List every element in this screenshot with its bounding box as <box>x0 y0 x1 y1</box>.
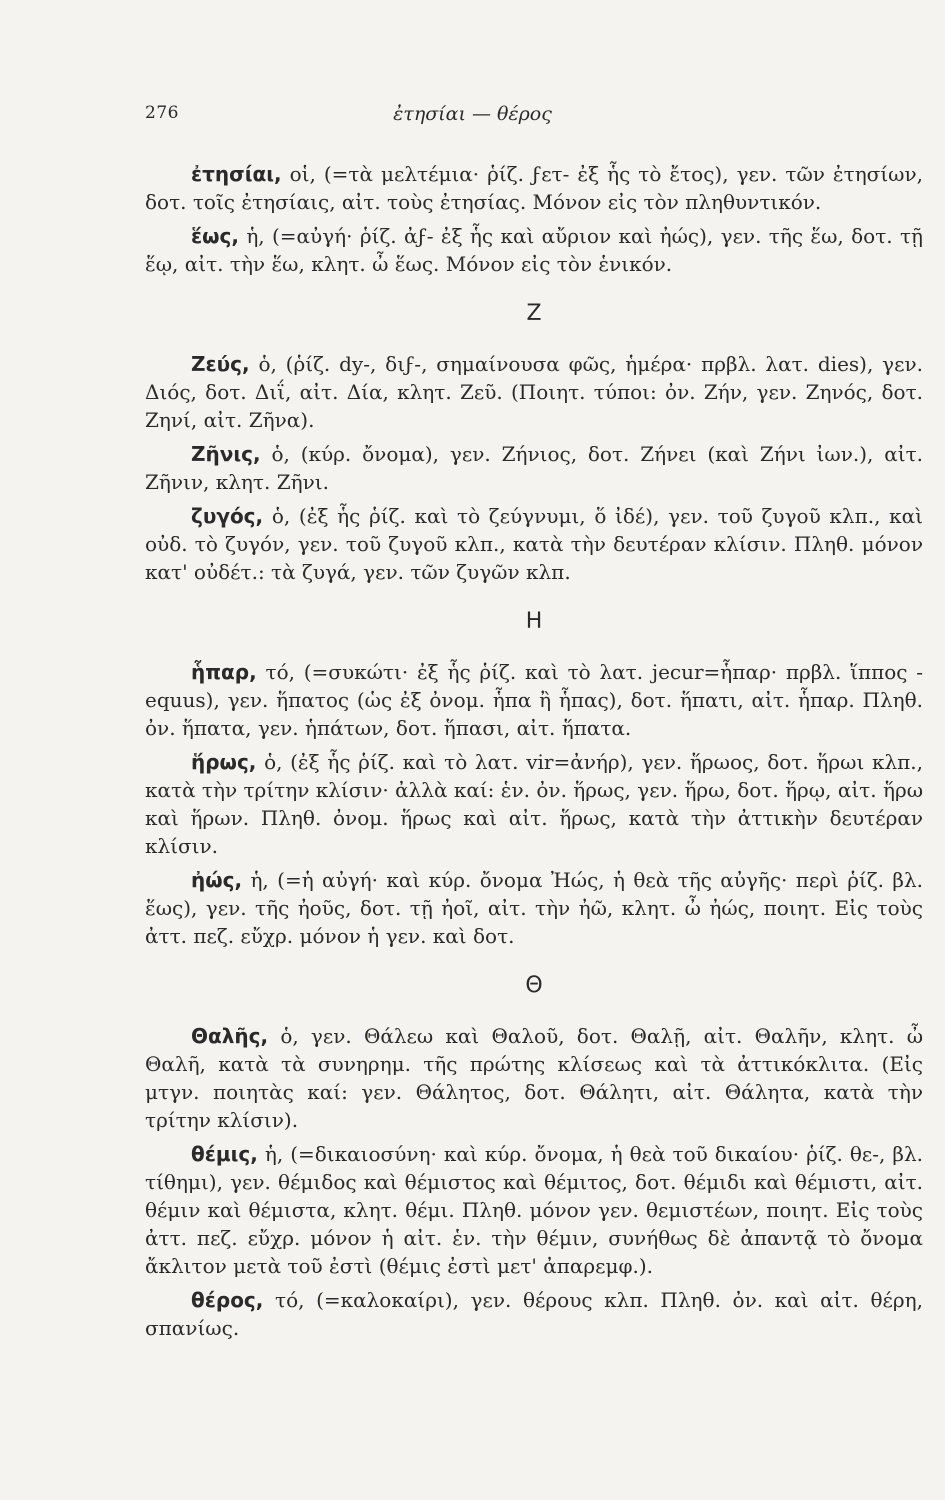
entry-text: τό, (=καλοκαίρι), γεν. θέρους κλπ. Πληθ. ὀν. καὶ αἰτ. θέρη, σπανίως. <box>145 1288 924 1340</box>
entry-hepar <box>145 658 923 742</box>
entry-thales <box>145 1022 923 1134</box>
headword: ἠώς, <box>191 868 243 892</box>
headword: ἕως, <box>191 224 239 248</box>
section-letter-theta: Θ <box>525 973 543 998</box>
headword: Ζεύς, <box>191 352 250 376</box>
running-head: ἐτησίαι — θέρος <box>393 103 552 125</box>
page-number: 276 <box>145 103 179 123</box>
headword: ἥρως, <box>191 750 257 774</box>
entry-text: ὁ, γεν. Θάλεω καὶ Θαλοῦ, δοτ. Θαλῇ, αἰτ. Θαλῆν, κλητ. ὦ Θαλῆ, κατὰ τὰ συνηρημ. τῆς πρώτης κλίσεως καὶ τὰ ἀττικόκλιτα. (Εἰς μτγν. ποιητὰς καί: γεν. Θάλητος, δοτ. Θάλητι, αἰτ. Θάλητα, κατὰ τὴν τρίτην κλίσιν). <box>145 1024 923 1132</box>
section-letter-eta: Η <box>525 609 543 634</box>
headword: ζυγός, <box>191 504 264 528</box>
entry-text: ἡ, (=ἡ αὐγή· καὶ κύρ. ὄνομα Ἠώς, ἡ θεὰ τῆς αὐγῆς· περὶ ῥίζ. βλ. ἕως), γεν. τῆς ἠοῦς, δοτ. τῇ ἠοῖ, αἰτ. τὴν ἠῶ, κλητ. ὦ ἠώς, ποιητ. Εἰς τοὺς ἀττ. πεζ. εὔχρ. μόνον ἡ γεν. καὶ δοτ. <box>145 868 924 948</box>
section-letter-zeta: Ζ <box>526 301 542 326</box>
headword: Θαλῆς, <box>191 1024 269 1048</box>
entry-text: ὁ, (ἐξ ἧς ῥίζ. καὶ τὸ ζεύγνυμι, ὅ ἰδέ), γεν. τοῦ ζυγοῦ κλπ., καὶ οὐδ. τὸ ζυγόν, γεν. τοῦ ζυγοῦ κλπ., κατὰ τὴν δευτέραν κλίσιν. Πληθ. μόνον κατ' οὐδέτ.: τὰ ζυγά, γεν. τῶν ζυγῶν κλπ. <box>145 504 923 584</box>
headword: θέμις, <box>191 1142 258 1166</box>
entry-text: ὁ, (ῥίζ. dy-, διϝ-, σημαίνουσα φῶς, ἡμέρα· πρβλ. λατ. dies), γεν. Διός, δοτ. Διΐ, αἰτ. Δία, κλητ. Ζεῦ. (Ποιητ. τύποι: ὀν. Ζήν, γεν. Ζηνός, δοτ. Ζηνί, αἰτ. Ζῆνα). <box>145 352 924 432</box>
headword: Ζῆνις, <box>191 442 261 466</box>
entry-eos-dawn <box>145 866 923 950</box>
entry-text: τό, (=συκώτι· ἐξ ἧς ῥίζ. καὶ τὸ λατ. jecur=ἧπαρ· πρβλ. ἵππος - equus), γεν. ἥπατος (ὡς ἐξ ὀνομ. ἧπα ἢ ἧπας), δοτ. ἥπατι, αἰτ. ἧπαρ. Πληθ. ὀν. ἥπατα, γεν. ἡπάτων, δοτ. ἥπασι, αἰτ. ἥπατα. <box>145 660 924 740</box>
entry-zeus <box>145 350 923 434</box>
page-body <box>145 160 923 1348</box>
entry-text: ὁ, (ἐξ ἧς ῥίζ. καὶ τὸ λατ. vir=ἀνήρ), γεν. ἥρωος, δοτ. ἥρωι κλπ., κατὰ τὴν τρίτην κλίσιν· ἀλλὰ καί: ἑν. ὀν. ἥρως, γεν. ἥρω, δοτ. ἥρῳ, αἰτ. ἥρω καὶ ἥρων. Πληθ. ὀνομ. ἥρως καὶ αἰτ. ἥρως, κατὰ τὴν ἀττικὴν δευτέραν κλίσιν. <box>145 750 924 858</box>
entry-text: οἱ, (=τὰ μελτέμια· ῥίζ. ϝετ- ἐξ ἧς τὸ ἔτος), γεν. τῶν ἐτησίων, δοτ. τοῖς ἐτησίαις, αἰτ. τοὺς ἐτησίας. Μόνον εἰς τὸν πληθυντικόν. <box>145 162 924 214</box>
entry-eos <box>145 222 923 278</box>
entry-text: ἡ, (=αὐγή· ῥίζ. ἀϝ- ἐξ ἧς καὶ αὔριον καὶ ἠώς), γεν. τῆς ἕω, δοτ. τῇ ἕῳ, αἰτ. τὴν ἕω, κλητ. ὦ ἕως. Μόνον εἰς τὸν ἑνικόν. <box>145 224 923 276</box>
headword: ἧπαρ, <box>191 660 257 684</box>
entry-theros <box>145 1286 923 1342</box>
entry-text: ἡ, (=δικαιοσύνη· καὶ κύρ. ὄνομα, ἡ θεὰ τοῦ δικαίου· ῥίζ. θε-, βλ. τίθημι), γεν. θέμιδος καὶ θέμιστος καὶ θέμιτος, δοτ. θέμιδι καὶ θέμιστι, αἰτ. θέμιν καὶ θέμιστα, κλητ. θέμι. Πληθ. μόνον γεν. θεμιστέων, ποιητ. Εἰς τοὺς ἀττ. πεζ. εὔχρ. μόνον ἡ αἰτ. ἑν. τὴν θέμιν, συνήθως δὲ ἀπαντᾷ τὸ ὄνομα ἄκλιτον μετὰ τοῦ ἐστὶ (θέμις ἐστὶ μετ' ἀπαρεμφ.). <box>145 1142 923 1278</box>
entry-etesiai <box>145 160 923 216</box>
entry-themis <box>145 1140 923 1280</box>
headword: ἐτησίαι, <box>191 162 282 186</box>
entry-text: ὁ, (κύρ. ὄνομα), γεν. Ζήνιος, δοτ. Ζήνει (καὶ Ζήνι ἰων.), αἰτ. Ζῆνιν, κλητ. Ζῆνι. <box>145 442 924 494</box>
entry-zygos <box>145 502 923 586</box>
headword: θέρος, <box>191 1288 264 1312</box>
entry-heros <box>145 748 923 860</box>
entry-zenis <box>145 440 923 496</box>
